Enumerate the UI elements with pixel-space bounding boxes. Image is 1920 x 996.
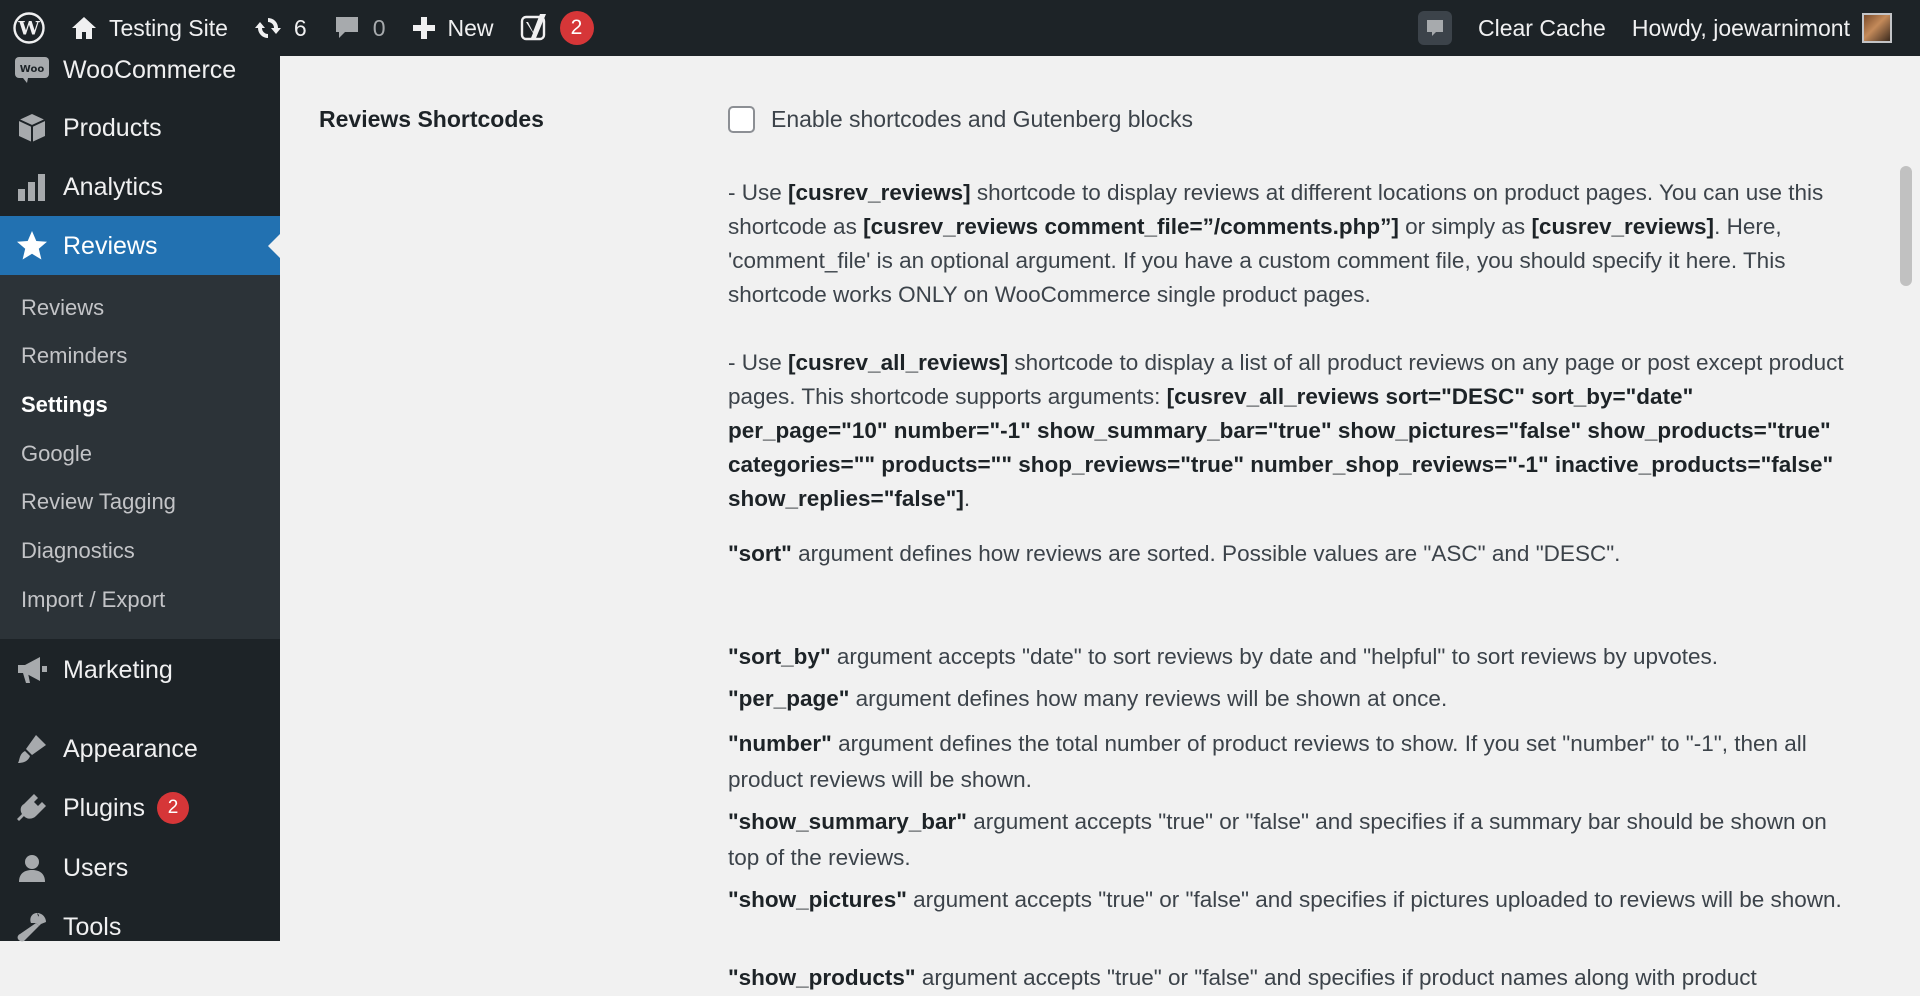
sidebar-item-analytics[interactable] (0, 157, 280, 217)
arg-text: argument accepts "date" to sort reviews by date and "helpful" to sort reviews by upvotes. (830, 644, 1719, 669)
wrench-icon (14, 912, 50, 942)
reviews-submenu (0, 275, 280, 639)
arg-name: "sort_by" (728, 644, 831, 669)
comment-icon (333, 15, 361, 41)
arg-name: "show_summary_bar" (728, 809, 967, 834)
arg-name: "number" (728, 731, 832, 756)
arg-name: "show_products" (728, 965, 916, 990)
desc-text: shortcode to display a list of all product reviews on any page or post except product pages. This shortcode supports arguments: (728, 350, 1844, 409)
sidebar-label: Products (63, 113, 162, 142)
paintbrush-icon (14, 733, 50, 765)
yoast-icon (520, 13, 550, 43)
desc-text: . (963, 486, 971, 511)
sidebar-item-tools[interactable] (0, 897, 280, 957)
user-icon (14, 853, 50, 883)
cusrev-all-reviews-description (728, 346, 1848, 516)
enable-shortcodes-checkbox[interactable] (728, 106, 755, 133)
submenu-item-review-tagging[interactable]: Review Tagging (21, 489, 176, 514)
clear-cache-button[interactable] (1465, 0, 1619, 56)
submenu-item-import-export[interactable]: Import / Export (21, 587, 166, 612)
arg-name: "per_page" (728, 686, 850, 711)
plug-icon (14, 792, 50, 824)
arg-text: argument accepts "true" or "false" and specifies if product names along with product (915, 965, 1757, 990)
plus-icon (412, 16, 436, 40)
arg-show-products-description (728, 960, 1848, 996)
arg-sort-by-description (728, 639, 1848, 675)
svg-text:W: W (18, 17, 40, 40)
arg-name: "show_pictures" (728, 887, 907, 912)
yoast-menu[interactable] (507, 0, 607, 56)
home-icon (71, 15, 97, 41)
shortcode-example: [cusrev_reviews comment_file=”/comments.php”] (863, 214, 1399, 239)
desc-text: - Use (728, 180, 789, 205)
shortcode-name: [cusrev_reviews] (788, 180, 971, 205)
yoast-notification-badge: 2 (560, 11, 594, 45)
submenu-item-reminders[interactable]: Reminders (21, 343, 128, 368)
new-label: New (447, 14, 494, 41)
howdy-label: Howdy, joewarnimont (1631, 14, 1850, 41)
comments-count: 0 (372, 14, 386, 41)
desc-text: . Here, 'comment_file' is an optional argument. If you have a custom comment file, you should specify it here. This shortcode works ONLY on WooCommerce single product pages. (728, 214, 1786, 307)
sidebar-label: Appearance (63, 734, 198, 763)
cusrev-reviews-description (728, 176, 1848, 312)
enable-shortcodes-label: Enable shortcodes and Gutenberg blocks (771, 106, 1193, 132)
star-icon (14, 230, 50, 262)
submenu-item-settings[interactable]: Settings (21, 392, 108, 417)
shortcode-example: [cusrev_all_reviews sort="DESC" sort_by="date" per_page="10" number="-1" show_summary_bar="true" show_pictures="false" show_products="true" categories="" products="" shop_reviews="true" number_shop_reviews="-1" inactive_products="false" show_replies="false"] (728, 384, 1834, 511)
speech-bubble-icon (1418, 11, 1452, 45)
sidebar-item-products[interactable] (0, 98, 280, 158)
arg-text: argument accepts "true" or "false" and specifies if pictures uploaded to reviews will be shown. (906, 887, 1842, 912)
arg-per-page-description (728, 681, 1848, 717)
enable-shortcodes-option[interactable] (728, 106, 1193, 133)
woocommerce-icon (14, 57, 50, 83)
clear-cache-label: Clear Cache (1477, 14, 1606, 41)
arg-text: argument defines how many reviews will be shown at once. (849, 686, 1448, 711)
desc-text: or simply as (1398, 214, 1532, 239)
scrollbar-thumb[interactable] (1900, 166, 1912, 286)
arg-text: argument defines the total number of product reviews to show. If you set "number" to "-1", then all product reviews will be shown. (728, 731, 1807, 792)
sidebar-item-users[interactable] (0, 838, 280, 898)
submenu-item-diagnostics[interactable]: Diagnostics (21, 538, 135, 563)
desc-text: - Use (728, 350, 789, 375)
sidebar-label: Plugins (63, 793, 145, 822)
sidebar-item-plugins[interactable] (0, 778, 280, 838)
my-account-menu[interactable] (1619, 0, 1920, 56)
desc-text: shortcode to display reviews at different locations on product pages. You can use this shortcode as (728, 180, 1824, 239)
sidebar-label: Tools (63, 912, 122, 941)
sidebar-label: Marketing (63, 655, 173, 684)
sidebar-item-appearance[interactable] (0, 719, 280, 779)
arg-sort-description (728, 536, 1848, 572)
sidebar-label: Reviews (63, 231, 158, 260)
admin-sidebar (0, 56, 280, 941)
arg-name: "sort" (728, 541, 792, 566)
page-scrollbar[interactable] (1892, 56, 1920, 941)
settings-content (280, 56, 1892, 990)
reviews-shortcodes-label: Reviews Shortcodes (319, 106, 544, 132)
sidebar-label: Analytics (63, 172, 164, 201)
sidebar-label: Users (63, 853, 129, 882)
sidebar-item-reviews[interactable] (0, 216, 280, 276)
arg-text: argument defines how reviews are sorted. Possible values are "ASC" and "DESC". (791, 541, 1621, 566)
arg-show-pictures-description (728, 882, 1848, 918)
svg-text:Woo: Woo (19, 64, 45, 75)
megaphone-icon (14, 655, 50, 685)
updates-count: 6 (293, 14, 307, 41)
shortcode-name: [cusrev_all_reviews] (788, 350, 1009, 375)
avatar (1862, 13, 1892, 43)
updates-icon (254, 14, 282, 42)
new-content-link[interactable] (399, 0, 507, 56)
arg-show-summary-bar-description (728, 804, 1848, 876)
bar-chart-icon (14, 173, 50, 201)
box-icon (14, 113, 50, 143)
shortcode-name: [cusrev_reviews] (1531, 214, 1715, 239)
submenu-item-reviews[interactable]: Reviews (21, 295, 105, 320)
submenu-item-google[interactable]: Google (21, 441, 92, 466)
site-name: Testing Site (109, 14, 228, 41)
comments-link[interactable] (320, 0, 399, 56)
updates-link[interactable] (241, 0, 320, 56)
plugins-update-badge: 2 (157, 792, 189, 824)
arg-text: argument accepts "true" or "false" and specifies if a summary bar should be shown on top of the reviews. (728, 809, 1827, 870)
sidebar-item-marketing[interactable] (0, 640, 280, 700)
site-name-link[interactable] (58, 0, 241, 56)
wordpress-logo-icon[interactable] (0, 0, 58, 56)
admin-bar (0, 0, 1920, 56)
sidebar-label: WooCommerce (63, 55, 237, 84)
arg-number-description (728, 726, 1848, 798)
notifications-button[interactable] (1405, 0, 1465, 56)
